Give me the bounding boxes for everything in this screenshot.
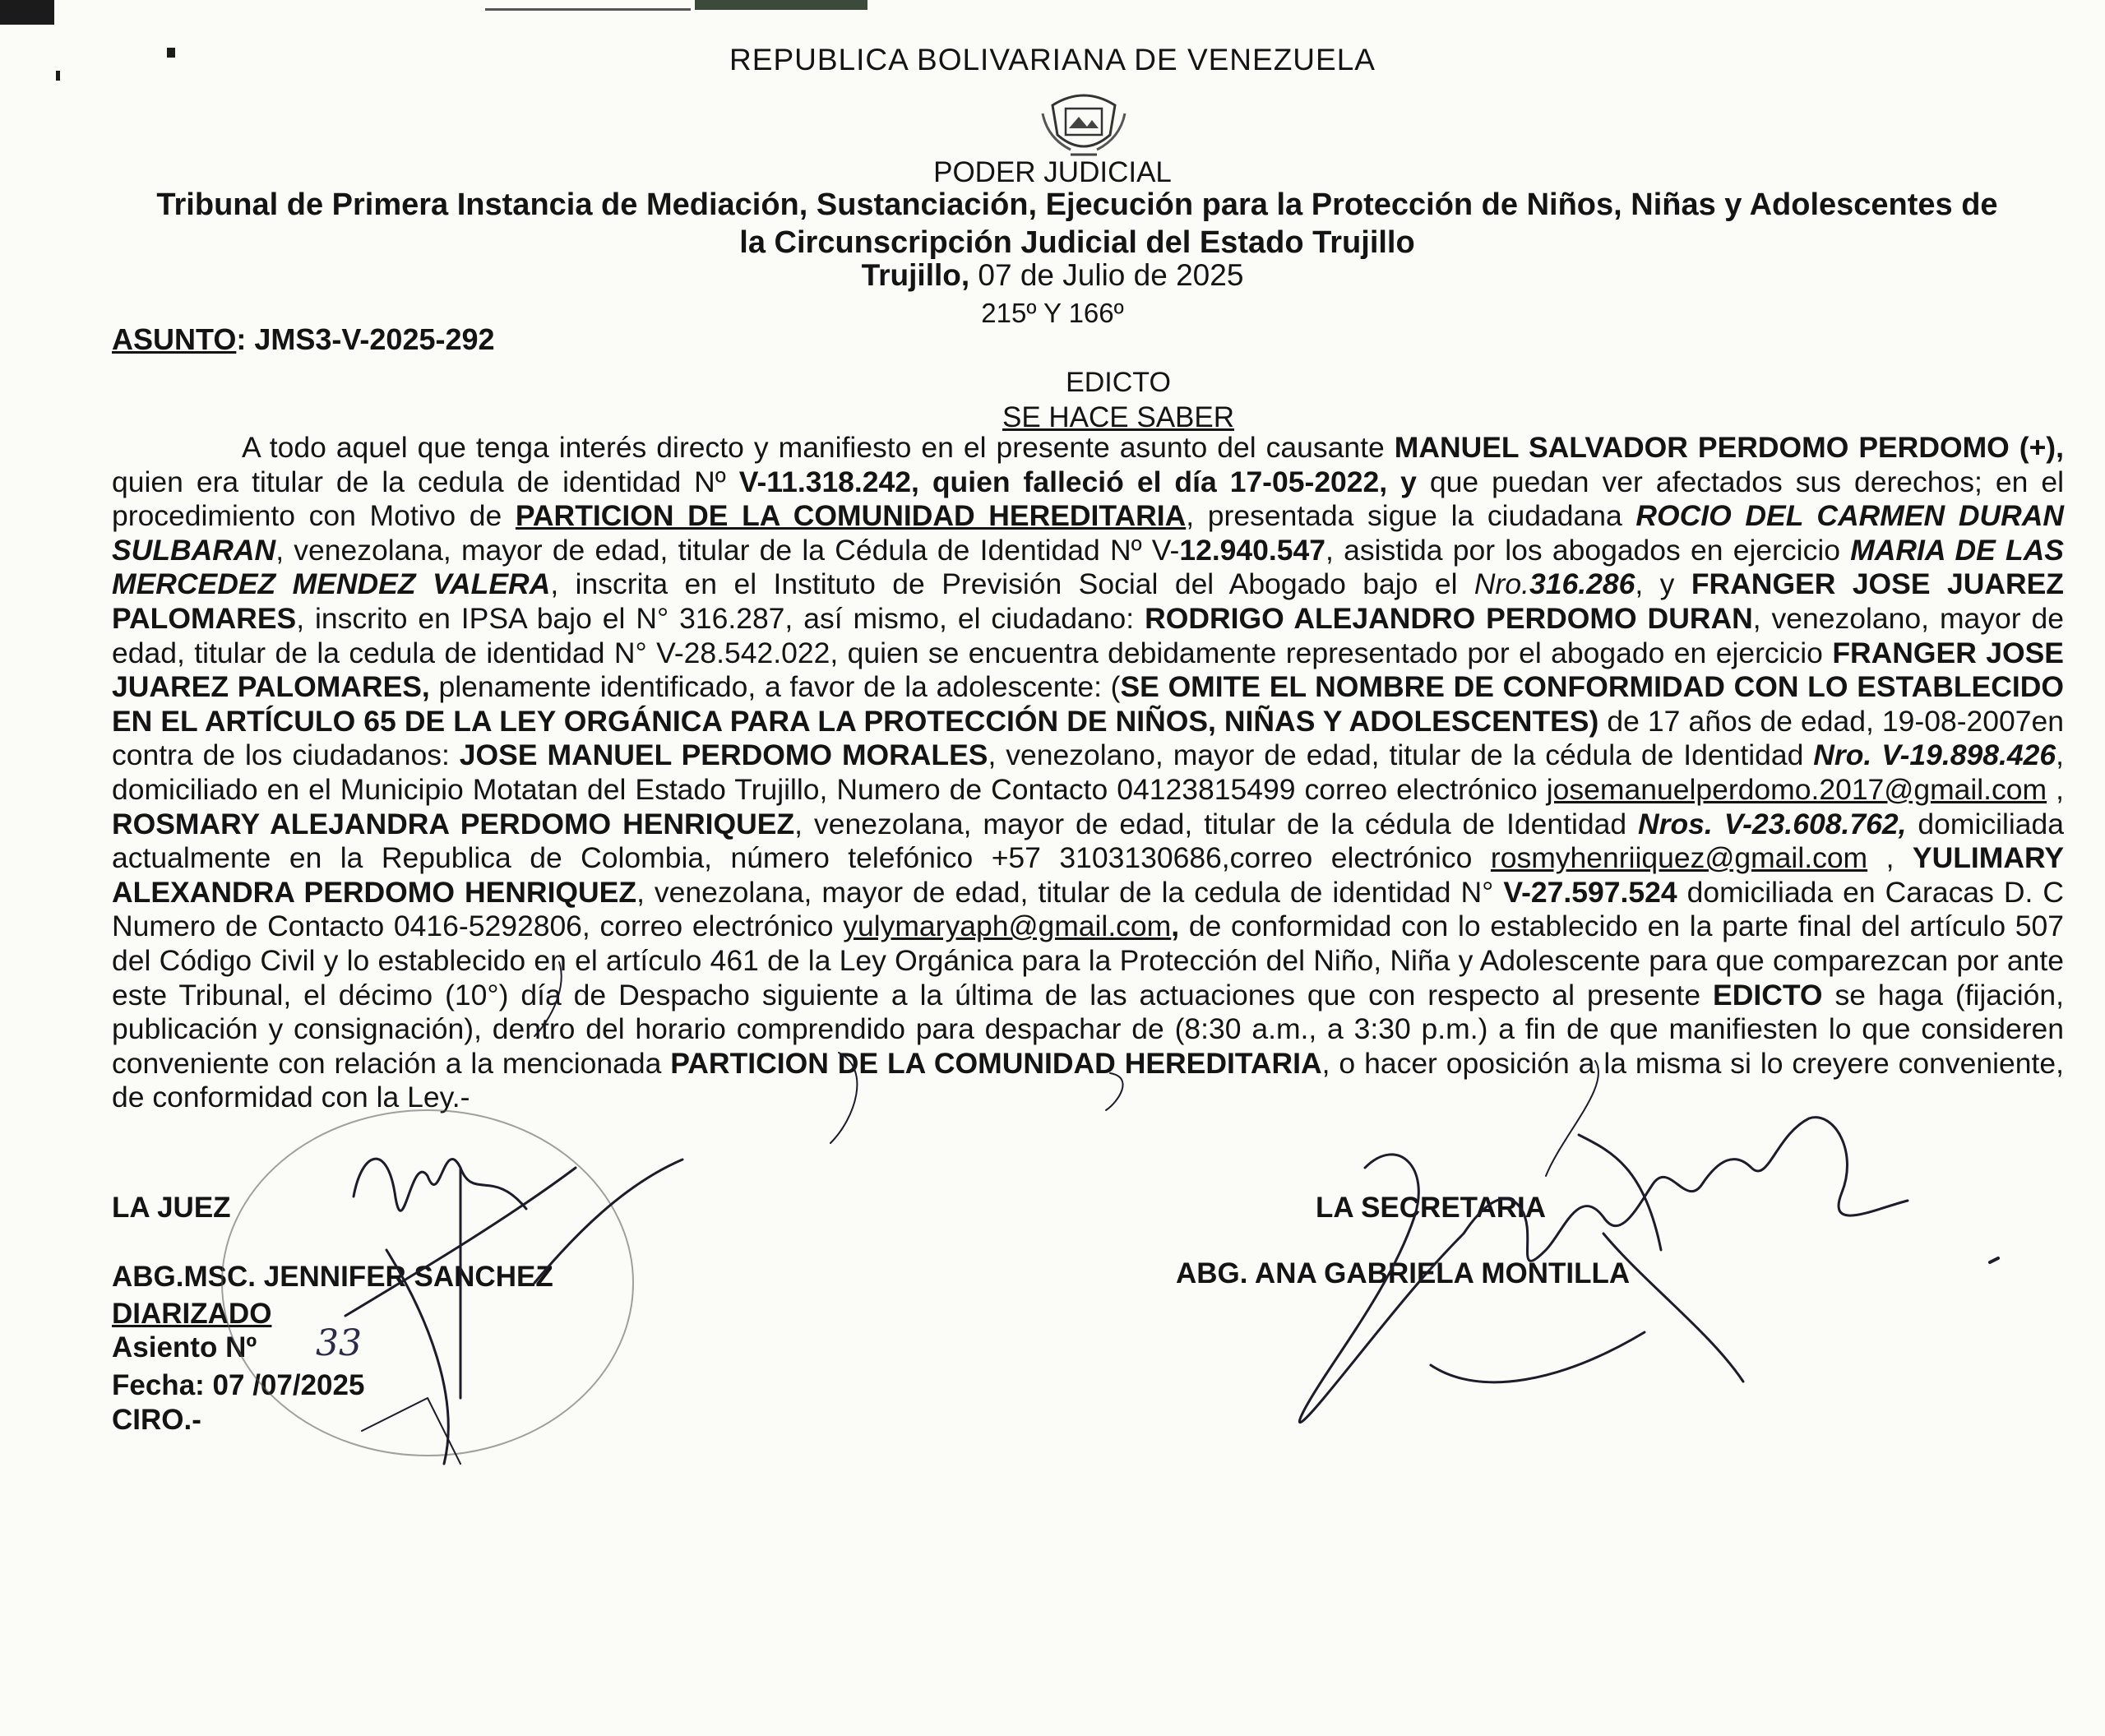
lawyer-name: MARIA DE LAS MERCEDEZ MENDEZ VALERA — [112, 533, 2064, 601]
email-link[interactable]: yulymaryaph@gmail.com — [843, 910, 1172, 943]
edict-subtitle: SE HACE SABER — [1002, 401, 1235, 433]
secretary-name: ABG. ANA GABRIELA MONTILLA — [1176, 1257, 1631, 1289]
case-motive: PARTICION DE LA COMUNIDAD HEREDITARIA — [515, 499, 1187, 533]
case-value: JMS3-V-2025-292 — [254, 322, 495, 356]
respondent-name: ROSMARY ALEJANDRA PERDOMO HENRIQUEZ — [112, 807, 795, 840]
judge-signature — [345, 1159, 682, 1464]
case-number: ASUNTO: JMS3-V-2025-292 — [112, 322, 495, 356]
case-label: ASUNTO — [112, 322, 237, 356]
respondent-name: YULIMARY ALEXANDRA PERDOMO HENRIQUEZ — [112, 841, 2064, 909]
co-petitioner-name: RODRIGO ALEJANDRO PERDOMO DURAN — [1145, 601, 1753, 635]
lawyer-name: FRANGER JOSE JUAREZ PALOMARES — [112, 567, 2064, 635]
branch-heading: PODER JUDICIAL — [933, 156, 1172, 188]
diarizado-label: DIARIZADO — [112, 1298, 272, 1330]
document-date: 07 de Julio de 2025 — [969, 258, 1244, 292]
coat-of-arms-icon — [1038, 89, 1130, 158]
tribunal-heading — [99, 186, 2056, 262]
tribunal-line-1: Tribunal de Primera Instancia de Mediación, Sustanciación, Ejecución para la Protección de Niños, Niñas y Adolescentes de — [156, 187, 1998, 222]
secretary-title: LA SECRETARIA — [1316, 1192, 1546, 1224]
asiento-number: 33 — [316, 1322, 362, 1364]
edict-title: EDICTO — [1066, 367, 1171, 398]
registry-date: Fecha: 07 /07/2025 — [112, 1369, 365, 1401]
tribunal-line-2: la Circunscripción Judicial del Estado Trujillo — [739, 225, 1415, 260]
registry-initials: CIRO.- — [112, 1404, 201, 1436]
city: Trujillo, — [861, 258, 970, 292]
edict-body: A todo aquel que tenga interés directo y manifiesto en el presente asunto del causante MANUEL SALVADOR PERDOMO PERDOMO (+), quien era titular de la cedula de identidad Nº V-11.318.242, quien falleció el día 17-05-2022, y que puedan ver afectados sus derechos; en el procedimiento con Motivo de PARTICION DE LA COMUNIDAD HEREDITARIA, presentada sigue la ciudadana ROCIO DEL CARMEN DURAN SULBARAN, venezolana, mayor de edad, titular de la Cédula de Identidad Nº V-12.940.547, asistida por los abogados en ejercicio MARIA DE LAS MERCEDEZ MENDEZ VALERA, inscrita en el Instituto de Previsión Social del Abogado bajo el Nro.316.286, y FRANGER JOSE JUAREZ PALOMARES, inscrito en IPSA bajo el N° 316.287, así mismo, el ciudadano: RODRIGO ALEJANDRO PERDOMO DURAN, venezolano, mayor de edad, titular de la cedula de identidad N° V-28.542.022, quien se encuentra debidamente representado por el abogado en ejercicio FRANGER JOSE JUAREZ PALOMARES, plenamente identificado, a favor de la adolescente: (SE OMITE EL NOMBRE DE CONFORMIDAD CON LO ESTABLECIDO EN EL ARTÍCULO 65 DE LA LEY ORGÁNICA PARA LA PROTECCIÓN DE NIÑOS, NIÑAS Y ADOLESCENTES) de 17 años de edad, 19-08-2007en contra de los ciudadanos: JOSE MANUEL PERDOMO MORALES, venezolano, mayor de edad, titular de la cédula de Identidad Nro. V-19.898.426, domiciliado en el Municipio Motatan del Estado Trujillo, Numero de Contacto 04123815499 correo electrónico josemanuelperdomo.2017@gmail.com , ROSMARY ALEJANDRA PERDOMO HENRIQUEZ, venezolana, mayor de edad, titular de la cédula de Identidad Nros. V-23.608.762, domiciliada actualmente en la Republica de Colombia, número telefónico +57 3103130686,correo electrónico rosmyhenriiquez@gmail.com , YULIMARY ALEXANDRA PERDOMO HENRIQUEZ, venezolana, mayor de edad, titular de la cedula de identidad N° V-27.597.524 domiciliada en Caracas D. C Numero de Contacto 0416-5292806, correo electrónico yulymaryaph@gmail.com, de conformidad con lo establecido en la parte final del artículo 507 del Código Civil y lo establecido en el artículo 461 de la Ley Orgánica para la Protección del Niño, Niña y Adolescente para que comparezcan por ante este Tribunal, el décimo (10°) día de Despacho siguiente a la última de las actuaciones que con respecto al presente EDICTO se haga (fijación, publicación y consignación), dentro del horario comprendido para despachar de (8:30 a.m., a 3:30 p.m.) a fin de que manifiesten lo que consideren conveniente con relación a la mencionada PARTICION DE LA COMUNIDAD HEREDITARIA, o hacer oposición a la misma si lo creyere conveniente, de conformidad con la Ley.- — [112, 431, 2065, 1114]
scan-corner-mark — [0, 0, 54, 25]
scan-top-line — [485, 8, 691, 11]
email-link[interactable]: rosmyhenriiquez@gmail.com — [1490, 841, 1868, 875]
country-heading: REPUBLICA BOLIVARIANA DE VENEZUELA — [729, 43, 1376, 76]
date-line — [0, 258, 2105, 293]
petitioner-name: ROCIO DEL CARMEN DURAN SULBARAN — [112, 499, 2065, 567]
judge-name: ABG.MSC. JENNIFER SANCHEZ — [112, 1261, 553, 1293]
scan-top-line — [695, 0, 867, 10]
judge-title: LA JUEZ — [112, 1192, 231, 1224]
email-link[interactable]: josemanuelperdomo.2017@gmail.com — [1546, 772, 2047, 806]
case-motive: PARTICION DE LA COMUNIDAD HEREDITARIA — [670, 1046, 1322, 1080]
years-line: 215º Y 166º — [981, 298, 1124, 328]
asiento-label: Asiento Nº — [112, 1331, 257, 1363]
omitted-name-notice: SE OMITE EL NOMBRE DE CONFORMIDAD CON LO ESTABLECIDO EN EL ARTÍCULO 65 DE LA LEY ORGÁNICA PARA LA PROTECCIÓN DE NIÑOS, NIÑAS Y ADOLESCENTES) — [112, 670, 2064, 738]
respondent-name: JOSE MANUEL PERDOMO MORALES — [459, 738, 988, 772]
decedent-name: MANUEL SALVADOR PERDOMO PERDOMO (+), — [1394, 431, 2064, 464]
